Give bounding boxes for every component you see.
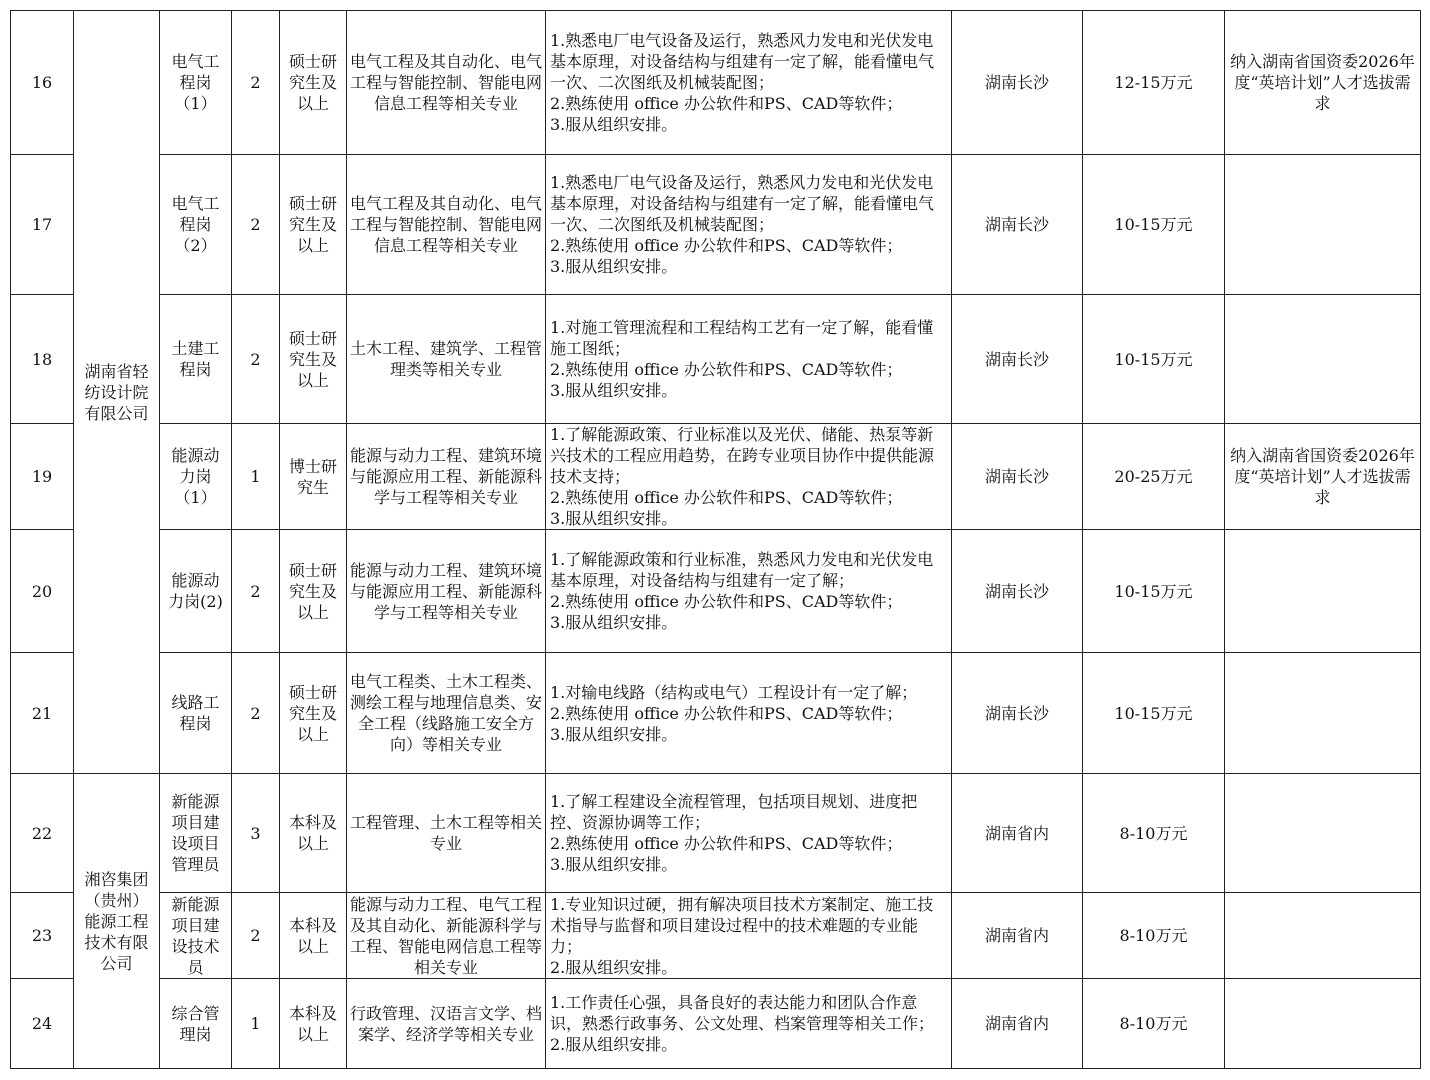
row-number-cell	[11, 979, 74, 1069]
position-text: 综合管 理岗	[171, 1003, 220, 1044]
headcount-text: 1	[250, 1014, 261, 1033]
position-text: 电气工 程岗 （1）	[171, 52, 220, 113]
location-text: 湖南省内	[984, 1014, 1049, 1033]
location-cell	[952, 155, 1083, 295]
location-text: 湖南长沙	[984, 467, 1049, 486]
major-text: 能源与动力工程、建筑环境与能源应用工程、新能源科学与工程等相关专业	[350, 446, 543, 507]
remark-cell	[1225, 774, 1421, 893]
row-number-cell	[11, 893, 74, 979]
position-text: 新能源 项目建 设技术 员	[171, 894, 220, 977]
position-text: 土建工 程岗	[171, 339, 220, 379]
education-text: 本科及 以上	[288, 1003, 337, 1044]
requirement-item: 3.服从组织安排。	[550, 509, 678, 528]
education-cell	[280, 774, 347, 893]
education-text: 硕士研 究生及 以上	[288, 194, 337, 255]
requirements-cell	[546, 979, 952, 1069]
requirement-item: 3.服从组织安排。	[550, 855, 678, 874]
requirements-cell	[546, 155, 952, 295]
salary-text: 8-10万元	[1119, 926, 1188, 945]
position-cell	[160, 774, 232, 893]
headcount-text: 2	[250, 926, 261, 945]
table-row	[11, 530, 1421, 653]
salary-cell	[1083, 424, 1225, 530]
headcount-text: 2	[250, 581, 261, 601]
education-text: 硕士研 究生及 以上	[288, 328, 337, 390]
requirement-item: 2.熟练使用 office 办公软件和PS、CAD等软件；	[550, 834, 903, 853]
major-text: 能源与动力工程、电气工程及其自动化、新能源科学与工程、智能电网信息工程等相关专业	[350, 894, 543, 977]
row-number-text: 22	[31, 823, 53, 843]
remark-cell	[1225, 11, 1421, 155]
education-text: 硕士研 究生及 以上	[288, 682, 337, 744]
row-number-text: 16	[31, 73, 53, 92]
major-text: 土木工程、建筑学、工程管理类等相关专业	[350, 339, 543, 379]
requirement-item: 2.服从组织安排。	[550, 957, 678, 977]
remark-text: 纳入湖南省国资委2026年度“英培计划”人才选拔需求	[1230, 446, 1415, 507]
requirement-item: 1.熟悉电厂电气设备及运行，熟悉风力发电和光伏发电基本原理，对设备结构与组建有一定了解，能看懂电气一次、二次图纸及机械装配图；	[550, 173, 935, 234]
major-cell	[347, 155, 546, 295]
major-text: 能源与动力工程、建筑环境与能源应用工程、新能源科学与工程等相关专业	[350, 560, 543, 622]
salary-cell	[1083, 893, 1225, 979]
headcount-text: 3	[250, 823, 261, 843]
row-number-cell	[11, 653, 74, 774]
major-text: 行政管理、汉语言文学、档案学、经济学等相关专业	[350, 1003, 543, 1044]
row-number-text: 23	[31, 926, 53, 945]
education-cell	[280, 653, 347, 774]
salary-text: 10-15万元	[1114, 581, 1193, 601]
requirements-cell	[546, 11, 952, 155]
row-number-text: 21	[31, 703, 53, 723]
row-number-text: 24	[31, 1014, 53, 1033]
position-text: 新能源 项目建 设项目 管理员	[171, 792, 220, 874]
requirement-item: 3.服从组织安排。	[550, 613, 678, 632]
salary-text: 12-15万元	[1114, 73, 1193, 92]
salary-text: 10-15万元	[1114, 703, 1193, 723]
table-row	[11, 774, 1421, 893]
location-text: 湖南省内	[984, 823, 1049, 843]
table-row	[11, 11, 1421, 155]
row-number-cell	[11, 774, 74, 893]
position-text: 能源动 力岗(2)	[168, 571, 223, 611]
position-cell	[160, 653, 232, 774]
headcount-text: 2	[250, 215, 261, 234]
requirements-cell	[546, 893, 952, 979]
education-text: 本科及 以上	[288, 915, 337, 956]
location-cell	[952, 530, 1083, 653]
requirement-item: 3.服从组织安排。	[550, 257, 678, 276]
row-number-text: 19	[31, 467, 53, 486]
headcount-cell	[232, 295, 280, 424]
education-text: 本科及 以上	[288, 813, 337, 853]
requirement-item: 2.服从组织安排。	[550, 1035, 678, 1054]
position-cell	[160, 530, 232, 653]
position-text: 电气工 程岗 （2）	[171, 194, 220, 255]
location-text: 湖南省内	[984, 926, 1049, 945]
requirements-cell	[546, 424, 952, 530]
requirement-item: 1.了解能源政策和行业标准，熟悉风力发电和光伏发电基本原理，对设备结构与组建有一定了解；	[550, 550, 934, 590]
position-text: 线路工 程岗	[171, 693, 220, 733]
major-text: 电气工程及其自动化、电气工程与智能控制、智能电网信息工程等相关专业	[350, 194, 543, 255]
education-text: 硕士研 究生及 以上	[288, 560, 337, 622]
row-number-cell	[11, 11, 74, 155]
major-cell	[347, 530, 546, 653]
location-cell	[952, 11, 1083, 155]
row-number-cell	[11, 295, 74, 424]
position-cell	[160, 11, 232, 155]
education-cell	[280, 530, 347, 653]
major-cell	[347, 893, 546, 979]
requirement-item: 2.熟练使用 office 办公软件和PS、CAD等软件；	[550, 592, 903, 611]
education-text: 硕士研 究生及 以上	[288, 52, 337, 113]
location-cell	[952, 893, 1083, 979]
headcount-text: 2	[250, 73, 261, 92]
row-number-cell	[11, 424, 74, 530]
salary-text: 10-15万元	[1114, 215, 1193, 234]
requirements-cell	[546, 530, 952, 653]
position-cell	[160, 893, 232, 979]
headcount-cell	[232, 653, 280, 774]
requirement-item: 1.对输电线路（结构或电气）工程设计有一定了解；	[550, 682, 918, 702]
headcount-cell	[232, 155, 280, 295]
location-text: 湖南长沙	[984, 349, 1049, 369]
salary-text: 10-15万元	[1114, 349, 1193, 369]
location-text: 湖南长沙	[984, 73, 1049, 92]
education-cell	[280, 295, 347, 424]
requirement-item: 1.对施工管理流程和工程结构工艺有一定了解，能看懂施工图纸；	[550, 318, 934, 358]
salary-text: 20-25万元	[1114, 467, 1193, 486]
salary-cell	[1083, 11, 1225, 155]
education-cell	[280, 979, 347, 1069]
requirement-item: 3.服从组织安排。	[550, 724, 678, 744]
headcount-cell	[232, 530, 280, 653]
location-cell	[952, 295, 1083, 424]
headcount-cell	[232, 774, 280, 893]
company-cell	[74, 774, 160, 1069]
location-cell	[952, 979, 1083, 1069]
requirement-item: 2.熟练使用 office 办公软件和PS、CAD等软件；	[550, 94, 903, 113]
requirement-item: 2.熟练使用 office 办公软件和PS、CAD等软件；	[550, 488, 903, 507]
location-text: 湖南长沙	[984, 581, 1049, 601]
salary-cell	[1083, 653, 1225, 774]
company-cell	[74, 11, 160, 774]
remark-cell	[1225, 530, 1421, 653]
education-cell	[280, 893, 347, 979]
major-text: 电气工程类、土木工程类、测绘工程与地理信息类、安全工程（线路施工安全方向）等相关专业	[350, 672, 543, 754]
headcount-cell	[232, 11, 280, 155]
requirements-cell	[546, 653, 952, 774]
position-cell	[160, 424, 232, 530]
major-cell	[347, 295, 546, 424]
location-cell	[952, 774, 1083, 893]
salary-cell	[1083, 295, 1225, 424]
salary-cell	[1083, 530, 1225, 653]
row-number-text: 20	[31, 581, 53, 601]
remark-cell	[1225, 893, 1421, 979]
row-number-text: 18	[31, 349, 53, 369]
salary-cell	[1083, 774, 1225, 893]
remark-text: 纳入湖南省国资委2026年度“英培计划”人才选拔需求	[1230, 52, 1415, 113]
remark-cell	[1225, 295, 1421, 424]
headcount-text: 1	[250, 467, 261, 486]
remark-cell	[1225, 653, 1421, 774]
requirement-item: 2.熟练使用 office 办公软件和PS、CAD等软件；	[550, 360, 903, 379]
remark-cell	[1225, 979, 1421, 1069]
location-cell	[952, 424, 1083, 530]
table-row	[11, 155, 1421, 295]
company-text: 湖南省轻 纺设计院 有限公司	[84, 361, 149, 423]
location-text: 湖南长沙	[984, 703, 1049, 723]
row-number-cell	[11, 530, 74, 653]
requirement-item: 1.了解工程建设全流程管理，包括项目规划、进度把控、资源协调等工作；	[550, 792, 918, 832]
requirement-item: 1.熟悉电厂电气设备及运行，熟悉风力发电和光伏发电基本原理，对设备结构与组建有一定了解，能看懂电气一次、二次图纸及机械装配图；	[550, 31, 935, 92]
headcount-cell	[232, 979, 280, 1069]
major-cell	[347, 11, 546, 155]
position-text: 能源动 力岗 （1）	[171, 446, 220, 507]
job-positions-table	[10, 10, 1421, 1069]
table-body	[11, 11, 1421, 1069]
location-text: 湖南长沙	[984, 215, 1049, 234]
position-cell	[160, 295, 232, 424]
requirement-item: 2.熟练使用 office 办公软件和PS、CAD等软件；	[550, 236, 903, 255]
company-text: 湘咨集团 （贵州） 能源工程 技术有限 公司	[84, 869, 149, 973]
row-number-text: 17	[31, 215, 53, 234]
requirement-item: 1.专业知识过硬，拥有解决项目技术方案制定、施工技术指导与监督和项目建设过程中的技术难题的专业能力；	[550, 894, 934, 956]
table-row	[11, 979, 1421, 1069]
table-row	[11, 424, 1421, 530]
position-cell	[160, 155, 232, 295]
position-cell	[160, 979, 232, 1069]
major-cell	[347, 979, 546, 1069]
major-cell	[347, 653, 546, 774]
table-row	[11, 295, 1421, 424]
education-cell	[280, 11, 347, 155]
education-text: 博士研 究生	[288, 456, 337, 497]
table-row	[11, 653, 1421, 774]
headcount-cell	[232, 424, 280, 530]
major-text: 电气工程及其自动化、电气工程与智能控制、智能电网信息工程等相关专业	[350, 52, 543, 113]
salary-text: 8-10万元	[1119, 823, 1188, 843]
requirement-item: 1.工作责任心强，具备良好的表达能力和团队合作意识，熟悉行政事务、公文处理、档案管理等相关工作；	[550, 993, 935, 1033]
requirement-item: 3.服从组织安排。	[550, 381, 678, 400]
salary-cell	[1083, 979, 1225, 1069]
row-number-cell	[11, 155, 74, 295]
remark-cell	[1225, 155, 1421, 295]
remark-cell	[1225, 424, 1421, 530]
major-cell	[347, 424, 546, 530]
headcount-text: 2	[250, 703, 261, 723]
requirement-item: 1.了解能源政策、行业标准以及光伏、储能、热泵等新兴技术的工程应用趋势，在跨专业项目协作中提供能源技术支持；	[550, 425, 935, 486]
requirement-item: 3.服从组织安排。	[550, 115, 678, 134]
requirement-item: 2.熟练使用 office 办公软件和PS、CAD等软件；	[550, 703, 903, 723]
table-row	[11, 893, 1421, 979]
education-cell	[280, 424, 347, 530]
headcount-text: 2	[250, 349, 261, 369]
education-cell	[280, 155, 347, 295]
requirements-cell	[546, 295, 952, 424]
headcount-cell	[232, 893, 280, 979]
salary-text: 8-10万元	[1119, 1014, 1188, 1033]
salary-cell	[1083, 155, 1225, 295]
location-cell	[952, 653, 1083, 774]
requirements-cell	[546, 774, 952, 893]
major-cell	[347, 774, 546, 893]
major-text: 工程管理、土木工程等相关专业	[350, 813, 543, 853]
